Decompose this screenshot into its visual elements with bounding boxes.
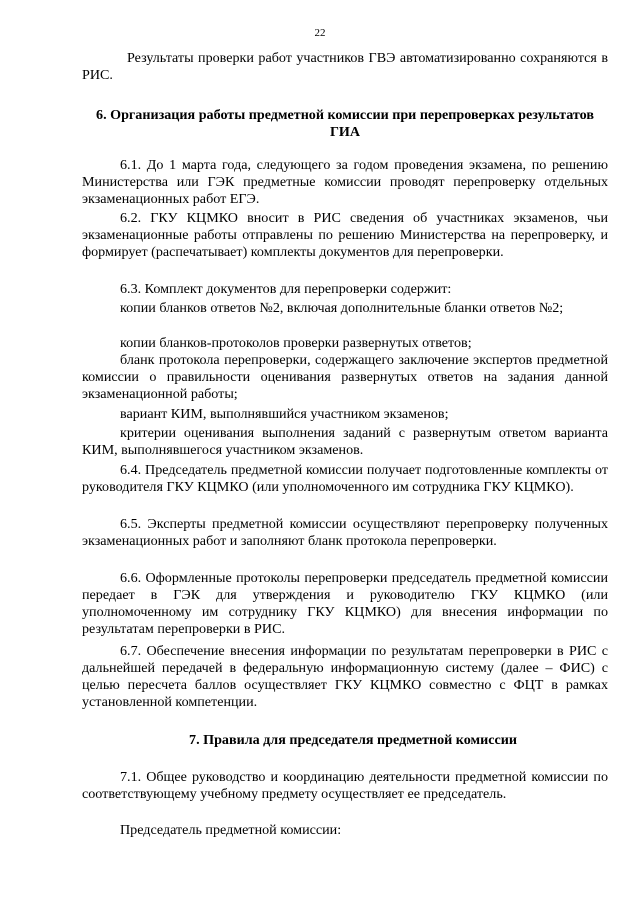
list-item-answer-copies: копии бланков ответов №2, включая дополнительные бланки ответов №2;: [120, 300, 564, 316]
paragraph-6-7: 6.7. Обеспечение внесения информации по результатам перепроверки в РИС с дальнейшей передачей в федеральную информационную систему (далее – ФИС) с целью пересчета баллов осуществляет ГКУ КЦМКО совместно с ФЦТ в рамках установленной компетенции.: [82, 643, 608, 710]
paragraph-7-1: 7.1. Общее руководство и координацию деятельности предметной комиссии по соответствующему учебному предмету осуществляет ее председатель.: [82, 769, 608, 802]
paragraph-6-4: 6.4. Председатель предметной комиссии получает подготовленные комплекты от руководителя ГКУ КЦМКО (или уполномоченного им сотрудника ГКУ КЦМКО).: [82, 462, 608, 495]
section-7-title: 7. Правила для председателя предметной комиссии: [189, 732, 517, 748]
list-item-protocol-copies: копии бланков-протоколов проверки развернутых ответов;: [120, 335, 472, 351]
paragraph-6-6: 6.6. Оформленные протоколы перепроверки председатель предметной комиссии передает в ГЭК для утверждения и руководителю ГКУ КЦМКО (или уполномоченному им сотруднику ГКУ КЦМКО) для внесения информации по результатам перепроверки в РИС.: [82, 570, 608, 637]
section-6-title: 6. Организация работы предметной комиссии при перепроверках результатов ГИА: [96, 107, 594, 140]
list-item-kim-variant: вариант КИМ, выполнявшийся участником экзаменов;: [120, 406, 449, 422]
list-item-recheck-form: бланк протокола перепроверки, содержащего заключение экспертов предметной комиссии о правильности оценивания развернутых ответов на задания данной экзаменационной работы;: [82, 352, 608, 402]
paragraph-6-2: 6.2. ГКУ КЦМКО вносит в РИС сведения об участниках экзаменов, чьи экзаменационные работы отправлены по решению Министерства на перепроверку, и формирует (распечатывает) комплекты документов для перепроверки.: [82, 210, 608, 260]
paragraph-6-1: 6.1. До 1 марта года, следующего за годом проведения экзамена, по решению Министерства или ГЭК предметные комиссии проводят перепроверку отдельных экзаменационных работ ЕГЭ.: [82, 157, 608, 207]
page-number: 22: [314, 27, 326, 39]
paragraph-chairman: Председатель предметной комиссии:: [120, 822, 342, 838]
list-item-criteria: критерии оценивания выполнения заданий с развернутым ответом варианта КИМ, выполнявшегося участником экзаменов.: [82, 425, 608, 458]
intro-paragraph: Результаты проверки работ участников ГВЭ автоматизированно сохраняются в РИС.: [82, 50, 608, 83]
paragraph-6-5: 6.5. Эксперты предметной комиссии осуществляют перепроверку полученных экзаменационных работ и заполняют бланк протокола перепроверки.: [82, 516, 608, 549]
paragraph-6-3: 6.3. Комплект документов для перепроверки содержит:: [120, 281, 452, 297]
